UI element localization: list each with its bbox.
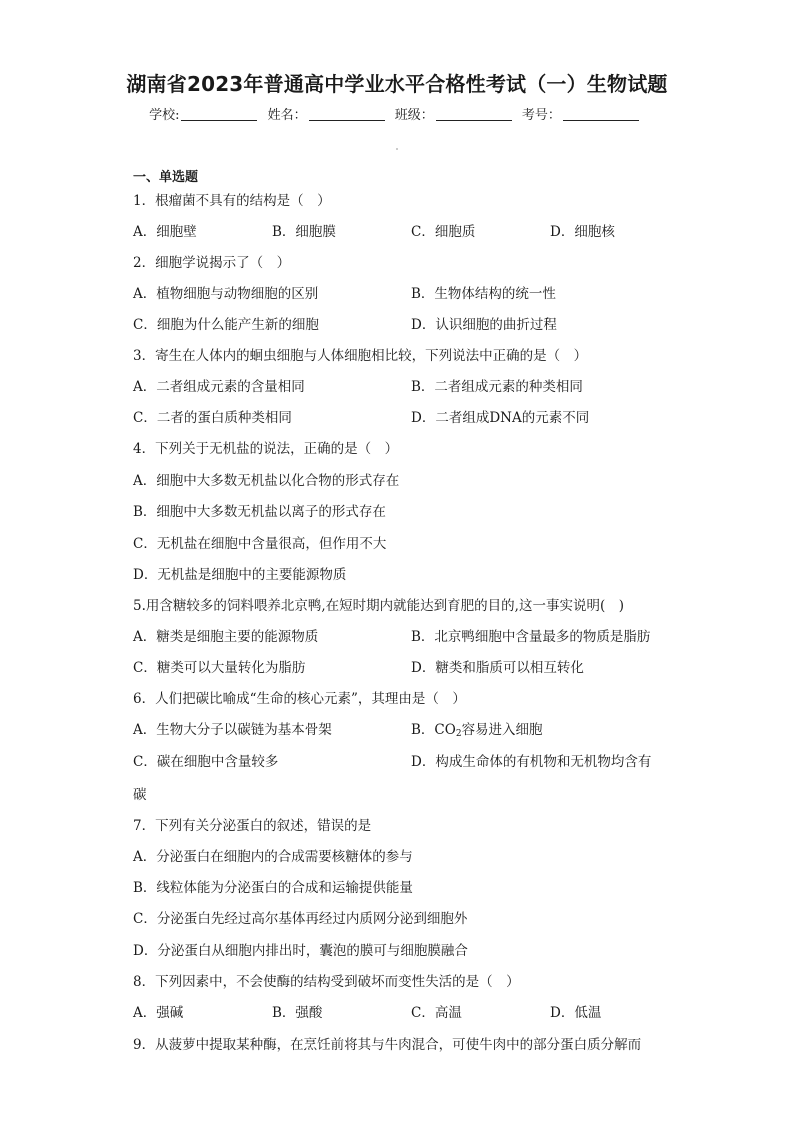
question-8-stem: 8．下列因素中，不会使酶的结构受到破坏而变性失活的是（ ） [133, 974, 520, 990]
question-2-stem: 2．细胞学说揭示了（ ） [133, 255, 291, 271]
q7-option-d: D．分泌蛋白从细胞内排出时，囊泡的膜可与细胞膜融合 [133, 943, 468, 959]
q6-option-d: D．构成生命体的有机物和无机物均含有 [411, 754, 652, 770]
q1-option-c: C．细胞质 [411, 224, 476, 240]
q8-option-b: B．强酸 [272, 1005, 323, 1021]
school-blank[interactable] [181, 108, 257, 121]
section-heading: 一、单选题 [133, 170, 199, 185]
q1-option-a: A．细胞壁 [133, 224, 197, 240]
question-7-stem: 7．下列有关分泌蛋白的叙述，错误的是 [133, 818, 372, 834]
q2-option-a: A．植物细胞与动物细胞的区别 [133, 286, 319, 302]
class-label: 班级： [394, 108, 434, 123]
number-label: 考号： [521, 108, 561, 123]
q7-option-a: A．分泌蛋白在细胞内的合成需要核糖体的参与 [133, 849, 413, 865]
q3-option-c: C．二者的蛋白质种类相同 [133, 410, 292, 426]
question-4-stem: 4．下列关于无机盐的说法，正确的是（ ） [133, 441, 399, 457]
q2-option-c: C．细胞为什么能产生新的细胞 [133, 317, 319, 333]
question-1-stem: 1．根瘤菌不具有的结构是（ ） [133, 193, 331, 209]
q6-option-d-continuation: 碳 [133, 787, 147, 803]
name-blank[interactable] [309, 108, 385, 121]
q1-option-d: D．细胞核 [550, 224, 615, 240]
q4-option-b: B．细胞中大多数无机盐以离子的形式存在 [133, 504, 386, 520]
q4-option-a: A．细胞中大多数无机盐以化合物的形式存在 [133, 473, 400, 489]
school-label: 学校: [149, 108, 180, 123]
q6-option-b [411, 721, 543, 739]
q1-option-b: B．细胞膜 [272, 224, 336, 240]
q6-option-a: A．生物大分子以碳链为基本骨架 [133, 722, 332, 738]
q6-option-c: C．碳在细胞中含量较多 [133, 754, 279, 770]
question-5-stem: 5.用含糖较多的饲料喂养北京鸭,在短时期内就能达到育肥的目的,这一事实说明( ) [133, 598, 624, 614]
exam-title: 湖南省2023年普通高中学业水平合格性考试（一）生物试题 [126, 72, 668, 96]
class-blank[interactable] [436, 108, 512, 121]
q6-option-b-post: 容易进入细胞 [461, 722, 543, 738]
q3-option-b: B．二者组成元素的种类相同 [411, 379, 583, 395]
q4-option-d: D．无机盐是细胞中的主要能源物质 [133, 567, 347, 583]
question-6-stem: 6．人们把碳比喻成“生命的核心元素”，其理由是（ ） [133, 691, 466, 707]
q8-option-a: A．强碱 [133, 1005, 184, 1021]
student-info-line [0, 104, 794, 123]
q7-option-c: C．分泌蛋白先经过高尔基体再经过内质网分泌到细胞外 [133, 911, 468, 927]
q6-option-b-subscript: 2 [455, 729, 462, 739]
q6-option-b-pre: B．CO [411, 722, 456, 738]
question-3-stem: 3．寄生在人体内的蛔虫细胞与人体细胞相比较，下列说法中正确的是（ ） [133, 348, 588, 364]
decorative-dot [396, 148, 398, 150]
name-label: 姓名： [267, 108, 307, 123]
q8-option-d: D．低温 [550, 1005, 602, 1021]
number-blank[interactable] [563, 108, 639, 121]
q3-option-a: A．二者组成元素的含量相同 [133, 379, 305, 395]
question-9-stem: 9．从菠萝中提取某种酶，在烹饪前将其与牛肉混合，可使牛肉中的部分蛋白质分解而 [133, 1037, 642, 1053]
q4-option-c: C．无机盐在细胞中含量很高，但作用不大 [133, 536, 387, 552]
q7-option-b: B．线粒体能为分泌蛋白的合成和运输提供能量 [133, 880, 413, 896]
q3-option-d: D．二者组成DNA的元素不同 [411, 410, 590, 426]
q5-option-c: C．糖类可以大量转化为脂肪 [133, 660, 306, 676]
q5-option-d: D．糖类和脂质可以相互转化 [411, 660, 584, 676]
q2-option-b: B．生物体结构的统一性 [411, 286, 556, 302]
q5-option-a: A．糖类是细胞主要的能源物质 [133, 629, 319, 645]
q8-option-c: C．高温 [411, 1005, 462, 1021]
q5-option-b: B．北京鸭细胞中含量最多的物质是脂肪 [411, 629, 651, 645]
q2-option-d: D．认识细胞的曲折过程 [411, 317, 557, 333]
